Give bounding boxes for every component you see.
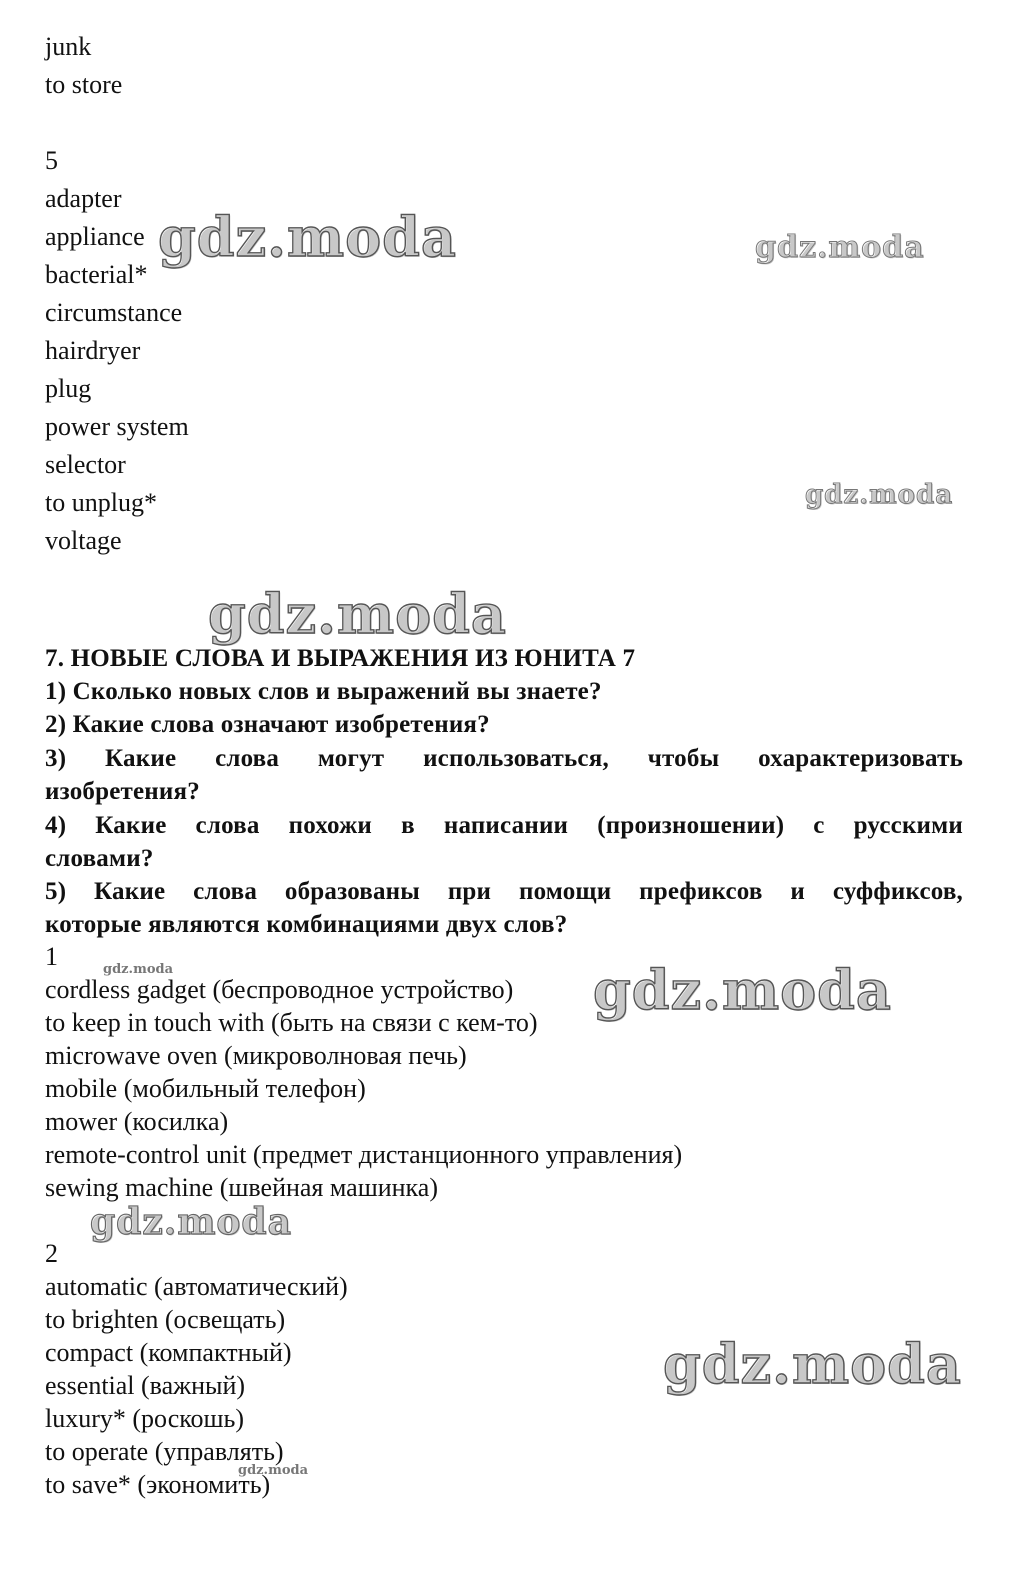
answer-item: cordless gadget (беспроводное устройство) (45, 975, 514, 1004)
watermark: gdz.moda (103, 962, 174, 977)
watermark: gdz.moda (805, 480, 954, 510)
question-4-cont: словами? (45, 845, 154, 872)
watermark: gdz.moda (208, 582, 507, 646)
answer-item: luxury* (роскошь) (45, 1404, 245, 1433)
answer-item: mobile (мобильный телефон) (45, 1074, 366, 1103)
watermark: gdz.moda (90, 1201, 292, 1243)
word-line: hairdryer (45, 336, 141, 365)
watermark: gdz.moda (593, 958, 892, 1022)
answer-item: essential (важный) (45, 1371, 246, 1400)
answer-item: remote-control unit (предмет дистанционного управления) (45, 1140, 683, 1169)
word-line: selector (45, 450, 126, 479)
watermark: gdz.moda (755, 230, 925, 265)
word-line: junk (45, 32, 92, 61)
word-line: circumstance (45, 298, 183, 327)
question-5-cont: которые являются комбинациями двух слов? (45, 911, 568, 938)
answer-number: 2 (45, 1239, 58, 1268)
word-line: to unplug* (45, 488, 157, 517)
word-line: adapter (45, 184, 122, 213)
word-line: power system (45, 412, 189, 441)
question-5: 5) Какие слова образованы при помощи префиксов и суффиксов, (45, 878, 963, 905)
question-2: 2) Какие слова означают изобретения? (45, 711, 490, 738)
word-line: bacterial* (45, 260, 148, 289)
unit-heading: 7. НОВЫЕ СЛОВА И ВЫРАЖЕНИЯ ИЗ ЮНИТА 7 (45, 645, 636, 672)
word-line: appliance (45, 222, 145, 251)
section-number: 5 (45, 146, 58, 175)
answer-item: microwave oven (микроволновая печь) (45, 1041, 467, 1070)
answer-number: 1 (45, 942, 58, 971)
answer-item: to brighten (освещать) (45, 1305, 286, 1334)
watermark: gdz.moda (663, 1332, 962, 1396)
question-1: 1) Сколько новых слов и выражений вы знаете? (45, 678, 602, 705)
question-3-cont: изобретения? (45, 778, 200, 805)
watermark: gdz.moda (238, 1463, 309, 1478)
word-line: voltage (45, 526, 122, 555)
answer-item: to keep in touch with (быть на связи с кем-то) (45, 1008, 538, 1037)
answer-item: automatic (автоматический) (45, 1272, 348, 1301)
answer-item: to save* (экономить) (45, 1470, 271, 1499)
question-3: 3) Какие слова могут использоваться, чтобы охарактеризовать (45, 745, 963, 772)
watermark: gdz.moda (158, 205, 457, 269)
answer-item: to operate (управлять) (45, 1437, 284, 1466)
word-line: to store (45, 70, 123, 99)
word-line: plug (45, 374, 92, 403)
question-4: 4) Какие слова похожи в написании (произношении) с русскими (45, 812, 963, 839)
answer-item: mower (косилка) (45, 1107, 229, 1136)
answer-item: compact (компактный) (45, 1338, 292, 1367)
answer-item: sewing machine (швейная машинка) (45, 1173, 438, 1202)
